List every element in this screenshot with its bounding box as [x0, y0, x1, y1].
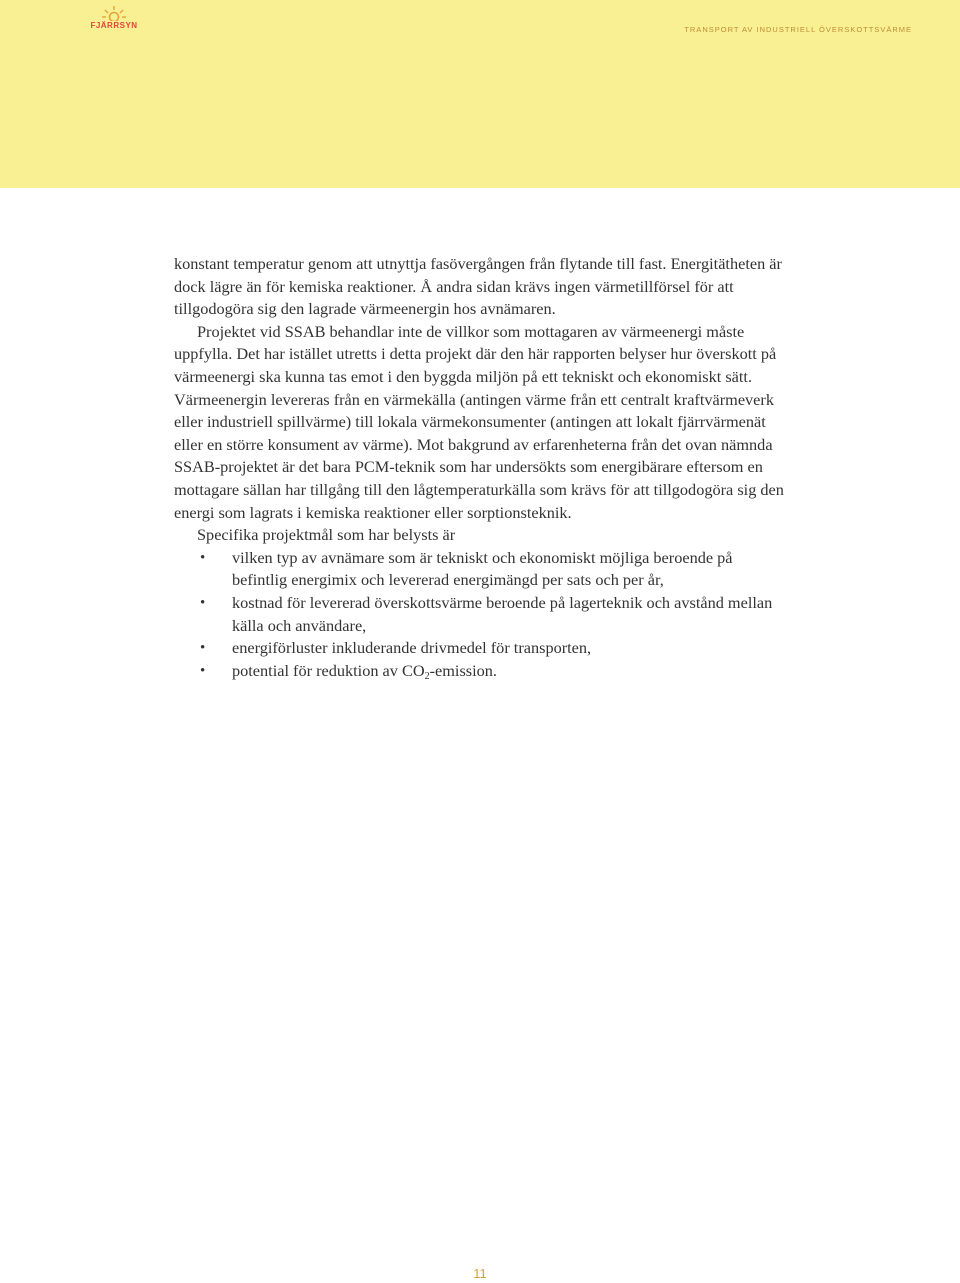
list-item-text: potential för reduktion av CO: [232, 660, 425, 680]
objectives-list: [174, 547, 790, 689]
list-item: • kostnad för levererad överskottsvärme beroende på lagerteknik och avstånd mellan källa och användare,: [174, 592, 790, 637]
list-item: • energiförluster inkluderande drivmedel för transporten,: [174, 637, 790, 660]
list-item: [174, 660, 790, 689]
page-number: 11: [473, 1266, 487, 1281]
logo-text: FJÄRRSYN: [90, 21, 138, 30]
paragraph-2: Projektet vid SSAB behandlar inte de villkor som mottagaren av värmeenergi måste uppfylla. Det har istället utretts i detta projekt där den här rapporten belyser hur överskott på värmeenergi ska kunna tas emot i den byggda miljön på ett tekniskt och ekonomiskt sätt. Värmeenergin levereras från en värmekälla (antingen värme från ett centralt kraftvärmeverk eller industriell spillvärme) till lokala värmekonsumenter (antingen att lokalt fjärrvärmenät eller en större konsument av värme). Mot bakgrund av erfarenheterna från det ovan nämnda SSAB-projektet är det bara PCM-teknik som har undersökts som energibärare eftersom en mottagare sällan har tillgång till den lågtemperaturkälla som krävs för att tillgodogöra sig den energi som lagrats i kemiska reaktioner eller sorptionsteknik.: [174, 321, 784, 522]
list-item: • vilken typ av avnämare som är tekniskt och ekonomiskt möjliga beroende på befintlig energimix och levererad energimängd per sats och per år,: [174, 547, 790, 592]
running-head: TRANSPORT AV INDUSTRIELL ÖVERSKOTTSVÄRME: [684, 25, 912, 34]
body-text: [174, 253, 790, 688]
paragraph-1: konstant temperatur genom att utnyttja fasövergången från flytande till fast. Energitätheten är dock lägre än för kemiska reaktioner. Å andra sidan krävs ingen värmetillförsel för att tillgodogöra sig den lagrade värmeenergin hos avnämaren.: [174, 254, 782, 319]
sun-icon: [100, 5, 128, 21]
header-band: [0, 0, 960, 188]
paragraph-3: Specifika projektmål som har belysts är: [197, 525, 456, 545]
subscript: 2: [424, 670, 430, 682]
list-item-text-end: -emission.: [429, 660, 498, 680]
fjarrsyn-logo: [86, 5, 142, 33]
